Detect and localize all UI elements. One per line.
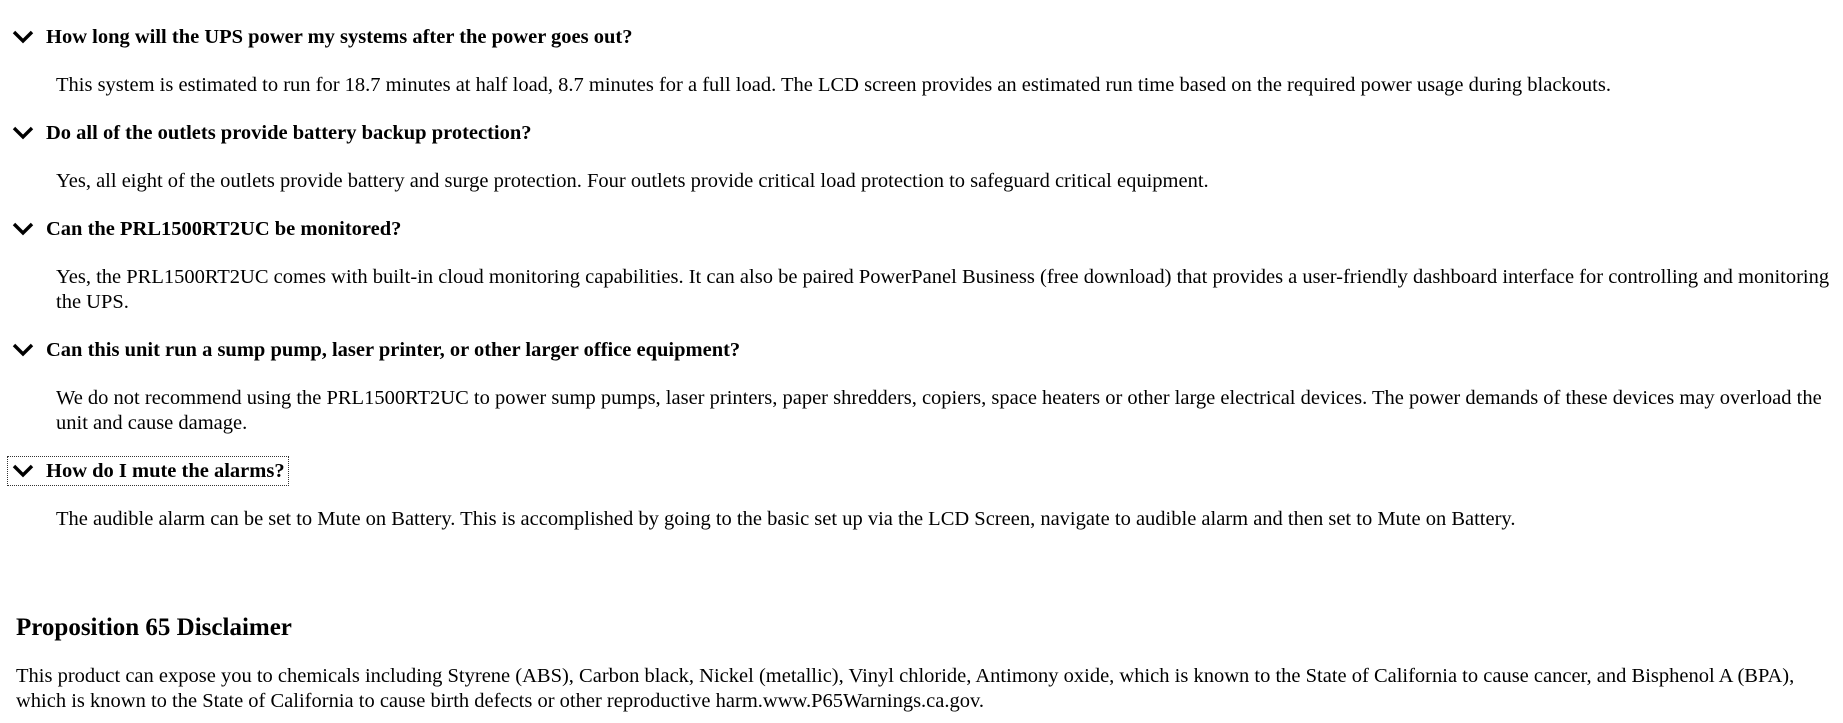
disclaimer-text: This product can expose you to chemicals including Styrene (ABS), Carbon black, Nickel (metallic), Vinyl chloride, Antimony oxide, which is known to the State of California to cause cancer, and Bisphenol A (BPA), which is known to the State of California to cause birth defects or other reproductive harm.www.P65Warnings.ca.gov. (16, 665, 1795, 712)
faq-question-text: How long will the UPS power my systems after the power goes out? (46, 25, 633, 48)
chevron-down-icon (12, 29, 34, 45)
faq-question-toggle[interactable] (8, 119, 535, 147)
chevron-down-icon (12, 221, 34, 237)
chevron-down-icon (12, 463, 34, 479)
chevron-down-icon (12, 125, 34, 141)
faq-question-text: Can this unit run a sump pump, laser printer, or other larger office equipment? (46, 338, 741, 361)
faq-answer: Yes, the PRL1500RT2UC comes with built-in cloud monitoring capabilities. It can also be paired PowerPanel Business (free download) that provides a user-friendly dashboard interface for controlling and monitoring the UPS. (56, 266, 1830, 313)
disclaimer-title: Proposition 65 Disclaimer (16, 614, 292, 641)
faq-answer: We do not recommend using the PRL1500RT2UC to power sump pumps, laser printers, paper shredders, copiers, space heaters or other large electrical devices. The power demands of these devices may overload the unit and cause damage. (56, 387, 1822, 434)
faq-question-toggle[interactable] (8, 336, 743, 364)
faq-question-text: Do all of the outlets provide battery backup protection? (46, 121, 532, 144)
chevron-down-icon (12, 342, 34, 358)
faq-question-toggle[interactable] (8, 215, 404, 243)
faq-question-text: How do I mute the alarms? (46, 459, 285, 482)
faq-question-text: Can the PRL1500RT2UC be monitored? (46, 217, 402, 240)
faq-answer: This system is estimated to run for 18.7 minutes at half load, 8.7 minutes for a full load. The LCD screen provides an estimated run time based on the required power usage during blackouts. (56, 74, 1611, 96)
faq-answer: The audible alarm can be set to Mute on Battery. This is accomplished by going to the basic set up via the LCD Screen, navigate to audible alarm and then set to Mute on Battery. (56, 508, 1516, 530)
faq-question-toggle[interactable] (8, 457, 288, 485)
faq-question-toggle[interactable] (8, 23, 635, 51)
faq-answer: Yes, all eight of the outlets provide battery and surge protection. Four outlets provide critical load protection to safeguard critical equipment. (56, 170, 1209, 192)
